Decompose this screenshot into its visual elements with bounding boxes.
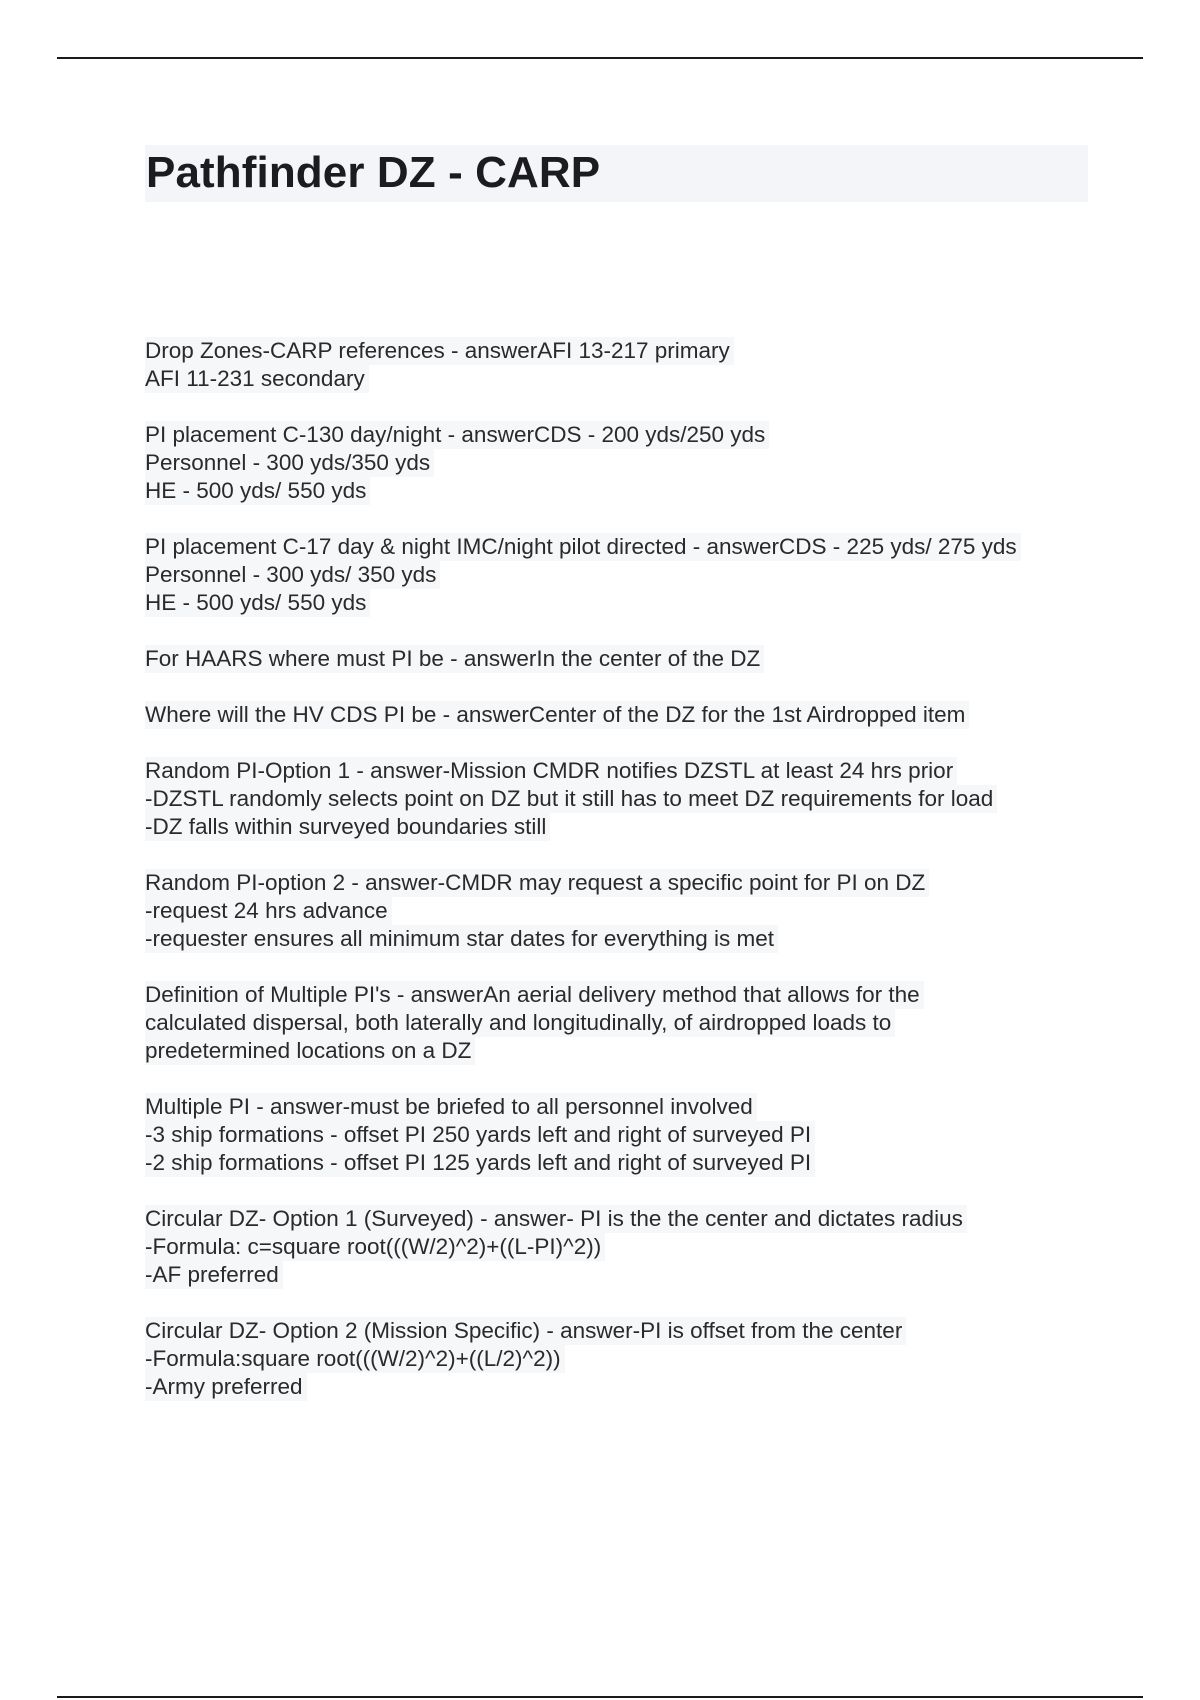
qa-entry bbox=[145, 701, 1105, 729]
qa-entry bbox=[145, 1317, 1105, 1401]
qa-line-row bbox=[145, 1205, 1105, 1233]
qa-answer-line: HE - 500 yds/ 550 yds bbox=[145, 477, 370, 505]
qa-question-line: Circular DZ- Option 2 (Mission Specific) - answer-PI is offset from the center bbox=[145, 1317, 906, 1345]
qa-answer-line: -request 24 hrs advance bbox=[145, 897, 392, 925]
qa-line-row bbox=[145, 533, 1105, 561]
qa-entry bbox=[145, 645, 1105, 673]
qa-line-row bbox=[145, 701, 1105, 729]
qa-line-row bbox=[145, 561, 1105, 589]
qa-line-row bbox=[145, 421, 1105, 449]
qa-line-row bbox=[145, 757, 1105, 785]
qa-entry bbox=[145, 421, 1105, 505]
qa-question-line: For HAARS where must PI be - answerIn the center of the DZ bbox=[145, 645, 764, 673]
qa-line-row bbox=[145, 589, 1105, 617]
qa-line-row bbox=[145, 785, 1105, 813]
qa-line-row bbox=[145, 1121, 1105, 1149]
qa-answer-line: -Army preferred bbox=[145, 1373, 307, 1401]
qa-line-row bbox=[145, 1037, 1105, 1065]
qa-line-row bbox=[145, 365, 1105, 393]
qa-line-row bbox=[145, 337, 1105, 365]
top-rule bbox=[57, 57, 1143, 59]
qa-entry bbox=[145, 337, 1105, 393]
qa-answer-line: Personnel - 300 yds/ 350 yds bbox=[145, 561, 440, 589]
qa-answer-line: Personnel - 300 yds/350 yds bbox=[145, 449, 434, 477]
qa-line-row bbox=[145, 1149, 1105, 1177]
qa-answer-line: predetermined locations on a DZ bbox=[145, 1037, 475, 1065]
qa-answer-line: -DZSTL randomly selects point on DZ but it still has to meet DZ requirements for load bbox=[145, 785, 997, 813]
qa-line-row bbox=[145, 925, 1105, 953]
qa-line-row bbox=[145, 449, 1105, 477]
qa-answer-line: -3 ship formations - offset PI 250 yards left and right of surveyed PI bbox=[145, 1121, 815, 1149]
qa-list bbox=[145, 337, 1105, 1429]
qa-question-line: PI placement C-130 day/night - answerCDS - 200 yds/250 yds bbox=[145, 421, 769, 449]
qa-question-line: Multiple PI - answer-must be briefed to all personnel involved bbox=[145, 1093, 757, 1121]
qa-question-line: Random PI-option 2 - answer-CMDR may request a specific point for PI on DZ bbox=[145, 869, 929, 897]
qa-question-line: Drop Zones-CARP references - answerAFI 13-217 primary bbox=[145, 337, 734, 365]
qa-line-row bbox=[145, 1373, 1105, 1401]
qa-line-row bbox=[145, 1317, 1105, 1345]
qa-entry bbox=[145, 757, 1105, 841]
qa-question-line: Circular DZ- Option 1 (Surveyed) - answer- PI is the the center and dictates radius bbox=[145, 1205, 967, 1233]
qa-answer-line: calculated dispersal, both laterally and longitudinally, of airdropped loads to bbox=[145, 1009, 895, 1037]
qa-question-line: Random PI-Option 1 - answer-Mission CMDR notifies DZSTL at least 24 hrs prior bbox=[145, 757, 957, 785]
qa-answer-line: HE - 500 yds/ 550 yds bbox=[145, 589, 370, 617]
qa-question-line: PI placement C-17 day & night IMC/night pilot directed - answerCDS - 225 yds/ 275 yds bbox=[145, 533, 1021, 561]
qa-answer-line: -DZ falls within surveyed boundaries still bbox=[145, 813, 550, 841]
qa-answer-line: -Formula:square root(((W/2)^2)+((L/2)^2)) bbox=[145, 1345, 565, 1373]
qa-entry bbox=[145, 533, 1105, 617]
qa-answer-line: -requester ensures all minimum star dates for everything is met bbox=[145, 925, 778, 953]
qa-question-line: Where will the HV CDS PI be - answerCenter of the DZ for the 1st Airdropped item bbox=[145, 701, 969, 729]
qa-line-row bbox=[145, 813, 1105, 841]
qa-line-row bbox=[145, 1009, 1105, 1037]
qa-line-row bbox=[145, 1261, 1105, 1289]
qa-answer-line: -AF preferred bbox=[145, 1261, 283, 1289]
qa-line-row bbox=[145, 981, 1105, 1009]
qa-line-row bbox=[145, 869, 1105, 897]
qa-line-row bbox=[145, 1093, 1105, 1121]
qa-line-row bbox=[145, 897, 1105, 925]
qa-entry bbox=[145, 1205, 1105, 1289]
page-title: Pathfinder DZ - CARP bbox=[146, 148, 601, 197]
qa-answer-line: -Formula: c=square root(((W/2)^2)+((L-PI)^2)) bbox=[145, 1233, 605, 1261]
qa-line-row bbox=[145, 477, 1105, 505]
bottom-rule bbox=[57, 1696, 1143, 1698]
qa-line-row bbox=[145, 1233, 1105, 1261]
qa-line-row bbox=[145, 1345, 1105, 1373]
qa-answer-line: AFI 11-231 secondary bbox=[145, 365, 369, 393]
qa-answer-line: -2 ship formations - offset PI 125 yards left and right of surveyed PI bbox=[145, 1149, 815, 1177]
qa-line-row bbox=[145, 645, 1105, 673]
qa-entry bbox=[145, 981, 1105, 1065]
qa-question-line: Definition of Multiple PI's - answerAn aerial delivery method that allows for the bbox=[145, 981, 924, 1009]
qa-entry bbox=[145, 869, 1105, 953]
qa-entry bbox=[145, 1093, 1105, 1177]
